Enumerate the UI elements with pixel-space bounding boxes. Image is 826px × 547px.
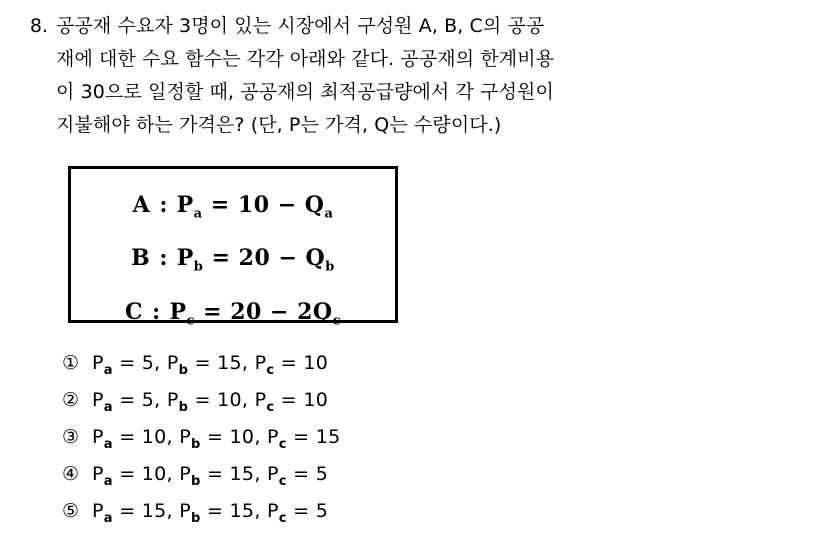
formula-row <box>71 290 395 343</box>
choice-pc-value: 10 <box>303 352 329 374</box>
choice-pb-value: 10 <box>229 426 255 448</box>
answer-choices <box>62 345 582 530</box>
formula-lhs-subscript: b <box>193 259 204 275</box>
formula-lhs-subscript: c <box>186 313 195 329</box>
choice-pb-value: 15 <box>217 352 242 374</box>
formula-constant: 10 <box>237 192 270 218</box>
formula-row <box>71 236 395 289</box>
formula-constant: 20 <box>238 245 271 272</box>
answer-choice-1[interactable] <box>62 345 582 382</box>
choice-marker: ④ <box>62 463 80 485</box>
formula-rhs-subscript: b <box>325 259 335 275</box>
question-line: 재에 대한 수요 함수는 각각 아래와 같다. 공공재의 한계비용 <box>56 48 555 70</box>
choice-text: $P_a = 5$, $P_b = 10$, $P_c = 10$ <box>92 389 329 415</box>
formula-operator: − <box>270 298 289 325</box>
formula-rhs-subscript: a <box>324 206 334 222</box>
choice-pc-value: 5 <box>315 500 329 522</box>
formula-box <box>68 166 398 329</box>
choice-pc-value: 5 <box>315 463 329 485</box>
choice-marker: ② <box>62 389 80 411</box>
choice-pb-value: 10 <box>217 389 242 411</box>
formula-equals: = <box>210 192 230 218</box>
question-line: 이 30으로 일정할 때, 공공재의 최적공급량에서 각 구성원이 <box>56 81 554 103</box>
choice-pc-value: 10 <box>303 389 329 411</box>
formula-rhs-term: Q <box>304 192 325 218</box>
choice-text: $P_a = 15$, $P_b = 15$, $P_c = 5$ <box>92 500 329 526</box>
formula-lhs: P <box>176 245 194 272</box>
choice-marker: ⑤ <box>62 500 80 522</box>
answer-choice-5[interactable] <box>62 493 582 530</box>
answer-choice-3[interactable] <box>62 419 582 456</box>
choice-pa-value: 10 <box>141 426 167 448</box>
choice-pa-value: 5 <box>141 389 155 411</box>
formula-equals: = <box>211 245 231 272</box>
formula-row <box>71 183 395 236</box>
formula-lhs-subscript: a <box>193 206 203 222</box>
formula-label: B : <box>131 245 169 272</box>
question-text <box>56 10 808 142</box>
formula-list <box>71 169 395 343</box>
formula-rhs-term: 2Q <box>297 298 333 325</box>
question-line: 공공재 수요자 3명이 있는 시장에서 구성원 A, B, C의 공공 <box>56 15 545 37</box>
choice-text: $P_a = 5$, $P_b = 15$, $P_c = 10$ <box>92 352 329 378</box>
formula-rhs-subscript: c <box>332 313 342 329</box>
choice-pa-value: 5 <box>141 352 155 374</box>
question-block <box>18 10 808 142</box>
question-number: 8. <box>29 15 48 37</box>
formula-rhs-term: Q <box>305 245 326 272</box>
choice-pa-value: 15 <box>141 500 167 522</box>
answer-choice-2[interactable] <box>62 382 582 419</box>
choice-pc-value: 15 <box>315 426 341 448</box>
formula-lhs: P <box>176 192 194 218</box>
choice-pb-value: 15 <box>229 463 255 485</box>
formula-label: C : <box>124 298 162 325</box>
formula-equals: = <box>203 298 223 325</box>
choice-marker: ① <box>62 352 80 374</box>
formula-operator: − <box>278 245 298 272</box>
choice-pa-value: 10 <box>141 463 167 485</box>
answer-choice-4[interactable] <box>62 456 582 493</box>
question-line: 지불해야 하는 가격은? (단, P는 가격, Q는 수량이다.) <box>56 114 502 136</box>
formula-lhs: P <box>169 298 187 325</box>
formula-label: A : <box>132 192 169 218</box>
formula-constant: 20 <box>230 298 262 325</box>
choice-text: $P_a = 10$, $P_b = 15$, $P_c = 5$ <box>92 463 329 489</box>
choice-marker: ③ <box>62 426 80 448</box>
formula-operator: − <box>277 192 297 218</box>
choice-text: $P_a = 10$, $P_b = 10$, $P_c = 15$ <box>92 426 341 452</box>
choice-pb-value: 15 <box>229 500 255 522</box>
